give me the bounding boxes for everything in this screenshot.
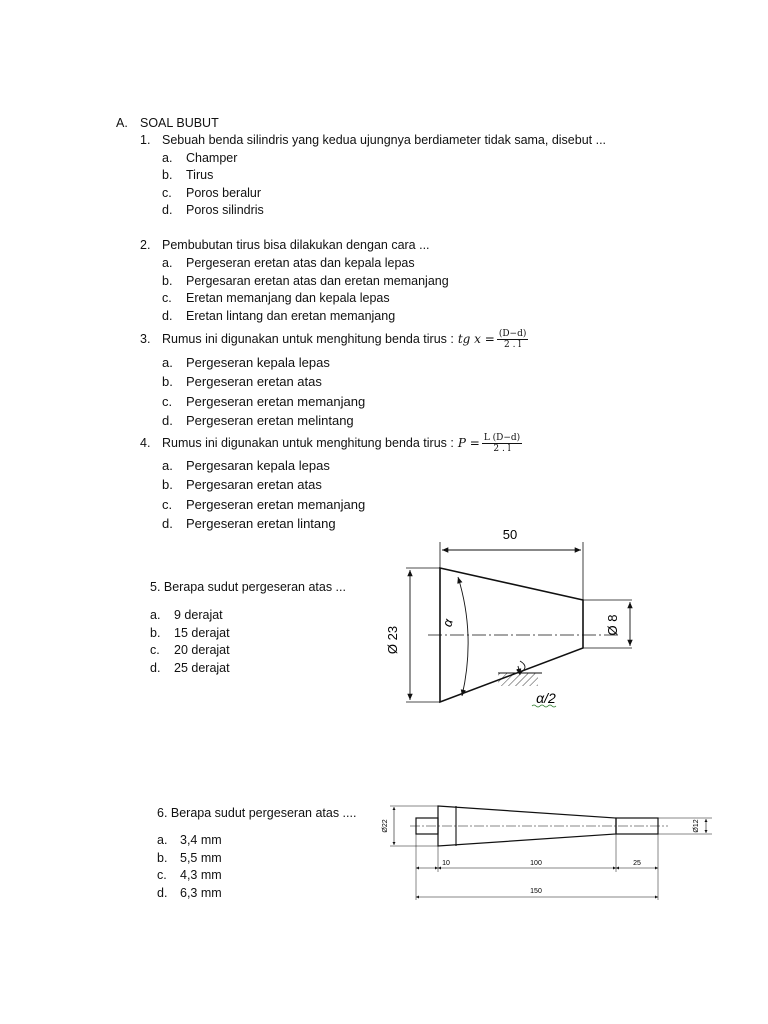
q6-option-letter: a. <box>157 833 168 847</box>
q6-option-text: 6,3 mm <box>180 886 222 900</box>
q6-len1-label: 10 <box>442 860 450 867</box>
q4-formula-lhs: P = <box>457 435 480 450</box>
section-letter: A. <box>116 116 128 130</box>
q4-number: 4. <box>140 436 151 450</box>
q4-option-text: Pergeseran eretan memanjang <box>186 497 366 512</box>
q4-question <box>162 429 522 457</box>
q3-option-text: Pergeseran eretan memanjang <box>186 394 366 409</box>
q4-option-letter: c. <box>162 497 173 512</box>
q1-option-text: Tirus <box>186 168 214 182</box>
q2-option-text: Eretan memanjang dan kepala lepas <box>186 291 390 305</box>
q3-option-letter: a. <box>162 355 173 370</box>
q4-formula-denominator: 2 . l <box>493 443 511 454</box>
q3-option-text: Pergeseran eretan atas <box>186 374 322 389</box>
q5-length-label: 50 <box>502 527 518 542</box>
q5-big-diameter-label: Ø 23 <box>385 625 400 655</box>
q6-option-text: 3,4 mm <box>180 833 222 847</box>
q3-option-text: Pergeseran eretan melintang <box>186 413 354 428</box>
q5-option-text: 15 derajat <box>174 626 230 640</box>
q1-option-letter: c. <box>162 186 172 200</box>
q6-len3-label: 25 <box>633 860 641 867</box>
q5-option-letter: b. <box>150 626 161 640</box>
q1-option-letter: d. <box>162 203 173 217</box>
q6-len2-label: 100 <box>530 860 542 867</box>
q6-left-diameter-label: Ø22 <box>382 819 389 833</box>
q6-text: 6. Berapa sudut pergeseran atas .... <box>157 806 357 820</box>
q2-option-text: Eretan lintang dan eretan memanjang <box>186 309 396 323</box>
q3-number: 3. <box>140 332 151 346</box>
q3-option-letter: d. <box>162 413 173 428</box>
q4-option-text: Pergesaran kepala lepas <box>186 458 330 473</box>
q1-option-text: Poros beralur <box>186 186 262 200</box>
q3-question <box>162 325 528 353</box>
q4-option-letter: d. <box>162 516 173 531</box>
q5-text: 5. Berapa sudut pergeseran atas ... <box>150 580 346 594</box>
q4-option-text: Pergeseran eretan lintang <box>186 516 336 531</box>
q3-option-text: Pergeseran kepala lepas <box>186 355 330 370</box>
q2-option-letter: c. <box>162 291 172 305</box>
q2-text: Pembubutan tirus bisa dilakukan dengan cara ... <box>162 238 430 252</box>
q3-formula-denominator: 2 . l <box>504 339 522 350</box>
q4-option-text: Pergesaran eretan atas <box>186 477 322 492</box>
q2-number: 2. <box>140 238 151 252</box>
q6-total-length-label: 150 <box>530 888 542 895</box>
q4-option-letter: a. <box>162 458 173 473</box>
q6-option-letter: b. <box>157 851 168 865</box>
q1-option-text: Champer <box>186 151 238 165</box>
q3-option-letter: c. <box>162 394 173 409</box>
q1-text: Sebuah benda silindris yang kedua ujungnya berdiameter tidak sama, disebut ... <box>162 133 607 147</box>
q3-formula-fraction <box>497 329 529 350</box>
q5-option-letter: c. <box>150 643 160 657</box>
q5-option-letter: d. <box>150 661 161 675</box>
q6-option-text: 5,5 mm <box>180 851 222 865</box>
q5-option-letter: a. <box>150 608 161 622</box>
q5-small-diameter-label: Ø 8 <box>605 614 620 636</box>
q5-option-text: 20 derajat <box>174 643 230 657</box>
section-title: SOAL BUBUT <box>140 116 219 130</box>
q5-option-text: 25 derajat <box>174 661 230 675</box>
q2-option-text: Pergeseran eretan atas dan kepala lepas <box>186 256 415 270</box>
q4-option-letter: b. <box>162 477 173 492</box>
q6-option-text: 4,3 mm <box>180 868 222 882</box>
q6-right-diameter-label: Ø12 <box>693 819 700 833</box>
q6-option-letter: d. <box>157 886 168 900</box>
q1-option-letter: b. <box>162 168 173 182</box>
q6-option-letter: c. <box>157 868 167 882</box>
q5-half-alpha-label: α/2 <box>536 690 556 706</box>
q1-option-text: Poros silindris <box>186 203 264 217</box>
q3-text: Rumus ini digunakan untuk menghitung benda tirus : <box>162 331 454 346</box>
q1-option-letter: a. <box>162 151 173 165</box>
q3-formula-lhs: tg x = <box>457 331 495 346</box>
q3-formula-numerator: (D−d) <box>498 328 527 339</box>
q4-text: Rumus ini digunakan untuk menghitung benda tirus : <box>162 435 454 450</box>
q5-option-text: 9 derajat <box>174 608 223 622</box>
q3-option-letter: b. <box>162 374 173 389</box>
q2-option-letter: a. <box>162 256 173 270</box>
q2-option-letter: d. <box>162 309 173 323</box>
q5-alpha-label: α <box>439 617 456 629</box>
q1-number: 1. <box>140 133 151 147</box>
q2-option-text: Pergesaran eretan atas dan eretan memanjang <box>186 274 449 288</box>
q4-formula-numerator: L (D−d) <box>483 432 521 443</box>
q6-shaft-drawing <box>376 800 716 908</box>
q4-formula-fraction <box>482 433 522 454</box>
q2-option-letter: b. <box>162 274 173 288</box>
q5-taper-drawing <box>370 520 660 720</box>
